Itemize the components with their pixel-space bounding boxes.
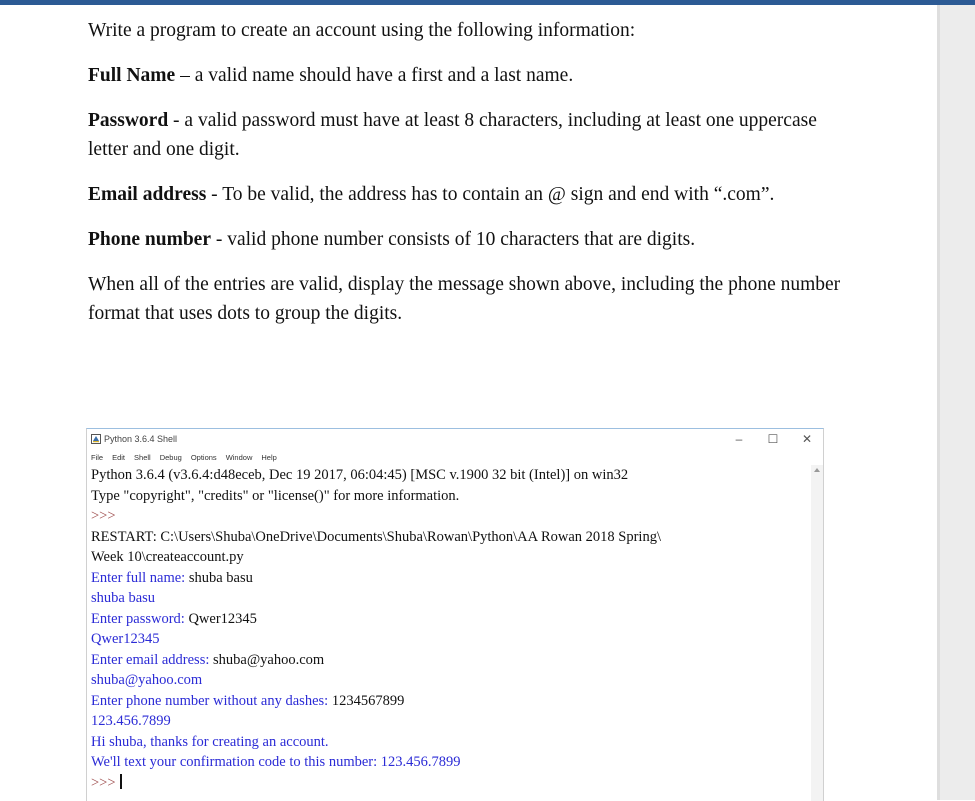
console-input-line: [91, 691, 811, 712]
menu-debug[interactable]: Debug: [159, 453, 182, 462]
console-output: We'll text your confirmation code to this number: 123.456.7899: [91, 754, 461, 770]
console-prompt: >>>: [91, 508, 116, 524]
console-input-line: [91, 609, 811, 630]
window-controls: [733, 432, 813, 446]
console-output: shuba@yahoo.com: [91, 672, 203, 688]
password-input: Qwer12345: [188, 610, 257, 627]
console-line: Python 3.6.4 (v3.6.4:d48eceb, Dec 19 2017, 06:04:45) [MSC v.1900 32 bit (Intel)] on win32: [91, 467, 629, 483]
window-top-bar: [0, 0, 975, 5]
menu-edit[interactable]: Edit: [112, 453, 126, 462]
full-name-prompt: Enter full name:: [91, 569, 189, 586]
email-prompt: Enter email address:: [91, 651, 213, 668]
console-output: 123.456.7899: [91, 713, 171, 729]
phone-prompt: Enter phone number without any dashes:: [91, 692, 332, 709]
password-label: Password: [88, 110, 169, 131]
console-output: Hi shuba, thanks for creating an account.: [91, 733, 329, 750]
menu-options[interactable]: Options: [190, 453, 217, 462]
phone-paragraph: [88, 225, 848, 254]
console-input-line: [91, 568, 811, 589]
shell-menubar: [87, 451, 823, 465]
phone-text: - valid phone number consists of 10 characters that are digits.: [210, 229, 696, 250]
console-scrollbar[interactable]: [811, 465, 823, 801]
password-text: - a valid password must have at least 8 characters, including at least one uppercase letter and one digit.: [88, 110, 817, 160]
python-icon: [91, 434, 101, 444]
text-cursor: [120, 774, 122, 789]
full-name-paragraph: [88, 61, 848, 90]
gutter-edge: [937, 5, 940, 800]
full-name-input: shuba basu: [188, 569, 253, 586]
email-paragraph: [88, 180, 848, 209]
console-input-line: [91, 650, 811, 671]
python-shell-window[interactable]: [86, 428, 824, 801]
console-prompt-line[interactable]: [91, 773, 811, 794]
password-prompt: Enter password:: [91, 610, 189, 627]
scroll-up-arrow-icon[interactable]: [814, 468, 820, 472]
menu-file[interactable]: File: [91, 453, 104, 462]
full-name-label: Full Name: [88, 65, 176, 86]
console-output: Qwer12345: [91, 631, 160, 647]
shell-title: Python 3.6.4 Shell: [104, 434, 178, 444]
shell-titlebar[interactable]: [87, 429, 823, 451]
menu-help[interactable]: Help: [261, 453, 277, 462]
email-label: Email address: [88, 184, 207, 205]
console-line: Week 10\createaccount.py: [91, 549, 244, 565]
menu-window[interactable]: Window: [225, 453, 253, 462]
shell-console[interactable]: [87, 465, 811, 801]
phone-input: 1234567899: [331, 692, 405, 709]
full-name-text: – a valid name should have a first and a last name.: [175, 65, 574, 86]
closing-paragraph: When all of the entries are valid, display the message shown above, including the phone number format that uses dots to group the digits.: [88, 274, 841, 324]
maximize-button[interactable]: ☐: [767, 432, 779, 446]
menu-shell[interactable]: Shell: [134, 453, 151, 462]
phone-label: Phone number: [88, 229, 211, 250]
console-line: RESTART: C:\Users\Shuba\OneDrive\Documents\Shuba\Rowan\Python\AA Rowan 2018 Spring\: [91, 528, 661, 545]
assignment-text: [88, 16, 848, 344]
console-output: shuba basu: [91, 590, 156, 606]
email-input: shuba@yahoo.com: [213, 651, 325, 668]
page-gutter: [937, 5, 975, 800]
email-text: - To be valid, the address has to contain an @ sign and end with “.com”.: [206, 184, 775, 205]
password-paragraph: [88, 106, 848, 164]
close-button[interactable]: ✕: [801, 432, 813, 446]
intro-paragraph: Write a program to create an account using the following information:: [88, 20, 636, 41]
minimize-button[interactable]: –: [735, 432, 743, 446]
console-prompt: >>>: [91, 774, 120, 791]
console-line: Type "copyright", "credits" or "license()" for more information.: [91, 487, 460, 504]
